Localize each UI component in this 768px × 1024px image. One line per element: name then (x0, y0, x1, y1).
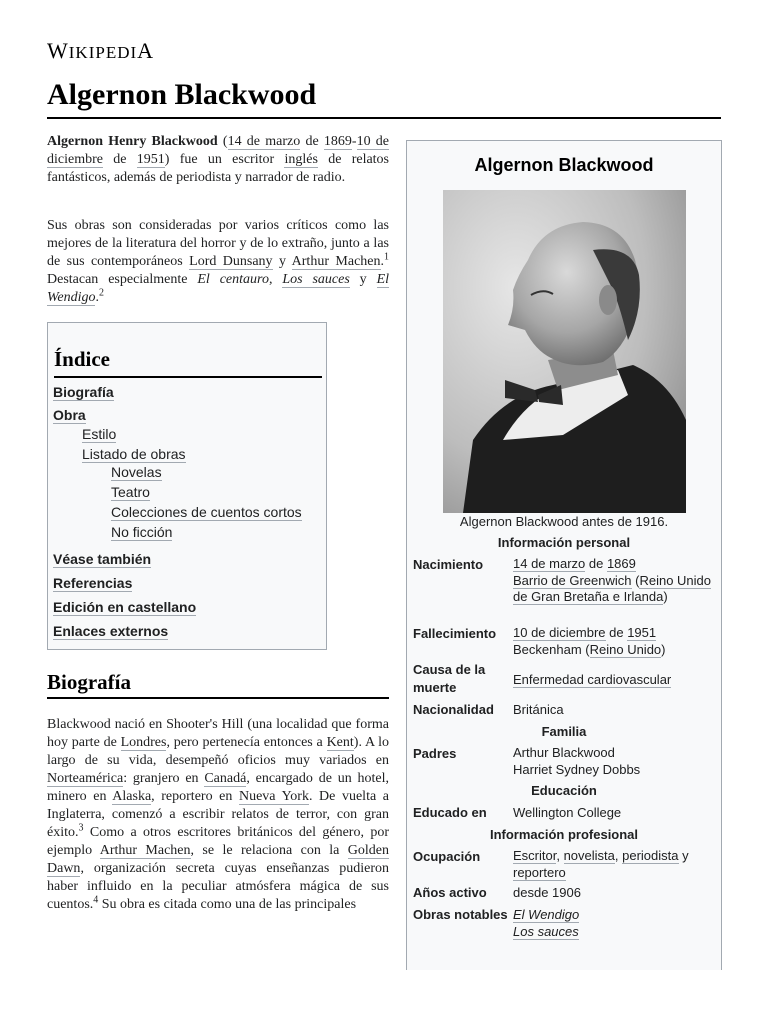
text: de (605, 625, 628, 640)
subject-name: Algernon Henry Blackwood (47, 134, 218, 149)
work-title: El centauro (197, 272, 269, 287)
text: y (678, 848, 689, 863)
reception-paragraph (47, 217, 389, 307)
birth-year-link[interactable]: 1869 (606, 556, 636, 571)
text: Sus obras son consideradas por varios críticos como las mejores de la literatura del horror y de lo extraño, junto a las de sus contemporáneos (47, 218, 389, 269)
toc-item-listado-de-obras[interactable] (82, 446, 186, 462)
notable-works-label: Obras notables (413, 907, 508, 922)
section-personal: Información personal (497, 535, 631, 550)
toc-item-novelas[interactable] (111, 464, 162, 480)
section-family: Familia (541, 724, 587, 739)
title-divider (47, 117, 721, 119)
active-years-label: Años activo (413, 885, 487, 900)
toc-item-label: Teatro (111, 484, 150, 500)
occupation-link[interactable]: reportero (513, 864, 566, 880)
reference-1[interactable]: 1 (384, 251, 389, 263)
table-of-contents (47, 322, 327, 650)
text: , organización secreta cuyas enseñanzas pudieron haber influido en la peculiar atmósfera mágica de sus cuentos. (47, 861, 389, 912)
text: , encargado de un hotel, minero en (47, 771, 389, 804)
toc-item-biografia[interactable] (53, 384, 114, 400)
toc-item-label: Colecciones de cuentos cortos (111, 504, 302, 520)
birth-label: Nacimiento (413, 557, 484, 572)
toc-item-vease-tambien[interactable] (53, 551, 151, 567)
cause-link[interactable]: Enfermedad cardiovascular (513, 672, 672, 687)
text: Blackwood nació en Shooter's Hill (una localidad que forma hoy parte de (47, 717, 389, 750)
section-heading-biografia: Biografía (47, 670, 131, 694)
occupation-value: Escritor, novelista, periodista y reportero (513, 848, 689, 880)
toc-item-label: Biografía (53, 384, 114, 400)
nueva-york-link[interactable]: Nueva York (238, 789, 309, 804)
birth-country-link[interactable]: Reino Unido de Gran Bretaña e Irlanda (513, 572, 711, 604)
text: : granjero en (123, 771, 205, 786)
death-year-link[interactable]: 1951 (136, 152, 165, 167)
education-label: Educado en (413, 805, 487, 820)
arthur-machen-link-2[interactable]: Arthur Machen (99, 843, 191, 858)
toc-item-estilo[interactable] (82, 426, 116, 442)
section-professional: Información profesional (489, 827, 639, 842)
toc-divider (54, 376, 322, 378)
reference-3[interactable]: 3 (78, 822, 84, 834)
occupation-link[interactable]: Escritor (513, 848, 557, 863)
londres-link[interactable]: Londres (120, 735, 167, 750)
death-day-link[interactable]: 10 de diciembre (47, 134, 389, 167)
occupation-link[interactable]: periodista (622, 848, 679, 863)
biography-paragraph (47, 716, 389, 914)
wikipedia-logo[interactable] (47, 38, 154, 64)
text: y (272, 254, 292, 269)
text: de (585, 556, 607, 571)
toc-item-label: Obra (53, 407, 86, 423)
reference-4[interactable]: 4 (93, 894, 99, 906)
section-divider (47, 697, 389, 699)
death-country-link[interactable]: Reino Unido (589, 641, 662, 657)
kent-link[interactable]: Kent (326, 735, 354, 750)
active-years-value: desde 1906 (513, 885, 581, 900)
death-label: Fallecimiento (413, 626, 497, 641)
text: Destacan especialmente (47, 272, 198, 287)
notable-work-link[interactable]: Los sauces (513, 923, 579, 939)
parent-name: Harriet Sydney Dobbs (513, 761, 641, 777)
toc-item-label: Edición en castellano (53, 599, 197, 615)
occupation-label: Ocupación (413, 849, 481, 864)
occupation-link[interactable]: novelista (563, 848, 615, 863)
golden-dawn-link[interactable]: Golden Dawn (47, 843, 389, 876)
death-value: 10 de diciembre de 1951 Beckenham (Reino Unido) (513, 625, 666, 657)
text: de (300, 134, 324, 149)
toc-item-label: Enlaces externos (53, 623, 169, 639)
logo-rest: IKIPEDI (68, 43, 138, 62)
text: , pero pertenecía entonces a (166, 735, 327, 750)
text: y (349, 272, 377, 287)
notable-work-link[interactable]: El Wendigo (513, 907, 580, 922)
text: Como a otros escritores británicos del género, por ejemplo (47, 825, 389, 858)
toc-item-label: Novelas (111, 464, 162, 480)
text: de relatos fantásticos, además de periodista y narrador de radio. (47, 152, 390, 185)
logo-initial: W (47, 38, 69, 63)
alaska-link[interactable]: Alaska (112, 789, 152, 804)
work-title: El Wendigo (47, 272, 390, 305)
toc-item-enlaces-externos[interactable] (53, 623, 168, 639)
death-place: Beckenham (513, 641, 582, 657)
text: , se le relaciona con la (190, 843, 348, 858)
toc-item-edicion-castellano[interactable] (53, 599, 196, 615)
education-value: Wellington College (513, 805, 622, 820)
birth-place-link[interactable]: Barrio de Greenwich (513, 572, 632, 588)
toc-item-colecciones[interactable] (111, 504, 302, 520)
text: . (95, 290, 99, 305)
canada-link[interactable]: Canadá (204, 771, 247, 786)
portrait-photo[interactable] (443, 190, 686, 513)
cause-value (513, 672, 713, 689)
parent-name: Arthur Blackwood (513, 745, 615, 760)
infobox-title: Algernon Blackwood (474, 155, 654, 175)
birth-value: 14 de marzo de 1869 Barrio de Greenwich (Reino Unido de Gran Bretaña e Irlanda) (513, 556, 711, 604)
death-day-link[interactable]: 10 de diciembre (513, 625, 606, 640)
text: de (102, 152, 137, 167)
toc-item-label: No ficción (111, 524, 173, 540)
toc-item-label: Véase también (53, 551, 152, 567)
toc-title: Índice (54, 347, 111, 371)
toc-item-referencias[interactable] (53, 575, 132, 591)
page-title: Algernon Blackwood (47, 78, 317, 111)
death-year-link[interactable]: 1951 (627, 625, 657, 640)
lord-dunsany-link[interactable]: Lord Dunsany (189, 254, 273, 269)
nationality-value: Británica (513, 702, 564, 717)
arthur-machen-link[interactable]: Arthur Machen (291, 254, 381, 269)
toc-item-label: Referencias (53, 575, 133, 591)
text: . De vuelta a Inglaterra, comenzó a escribir relatos de terror, con gran éxito. (47, 789, 389, 840)
text: Su obra es citada como una de las principales (98, 897, 357, 912)
toc-item-teatro[interactable] (111, 484, 150, 500)
infobox (406, 140, 722, 970)
toc-item-no-ficcion[interactable] (111, 524, 172, 540)
toc-item-label: Estilo (82, 426, 117, 442)
text: . (380, 254, 384, 269)
work-title: Los sauces (282, 272, 350, 287)
toc-item-label: Listado de obras (82, 446, 186, 462)
text: ) fue un escritor (164, 152, 285, 167)
los-sauces-link[interactable] (282, 272, 349, 288)
toc-item-obra[interactable] (53, 407, 86, 423)
birth-day-link[interactable]: 14 de marzo (513, 556, 586, 571)
text: - (351, 134, 357, 149)
cause-label: Causa de la muerte (413, 662, 486, 695)
reference-2[interactable]: 2 (98, 287, 104, 299)
birth-day-link[interactable]: 14 de marzo (227, 134, 301, 149)
norteamerica-link[interactable]: Norteamérica (47, 771, 124, 786)
portrait-caption: Algernon Blackwood antes de 1916. (459, 514, 669, 529)
section-education: Educación (531, 783, 597, 798)
intro-paragraph: Algernon Henry Blackwood (14 de marzo de 1869-10 de diciembre de 1951) fue un escritor inglés de relatos fantásticos, además de periodista y narrador de radio. (47, 134, 390, 185)
parents-value (513, 745, 713, 778)
logo-last: A (137, 38, 155, 63)
text: , reportero en (151, 789, 239, 804)
notable-works-value (513, 907, 713, 940)
text: , (268, 272, 283, 287)
nationality-link[interactable]: inglés (284, 152, 318, 167)
text: ). A lo largo de su vida, desempeñó oficios muy variados en (47, 735, 389, 768)
parents-label: Padres (413, 746, 457, 761)
nationality-label: Nacionalidad (413, 702, 494, 717)
birth-year-link[interactable]: 1869 (323, 134, 352, 149)
